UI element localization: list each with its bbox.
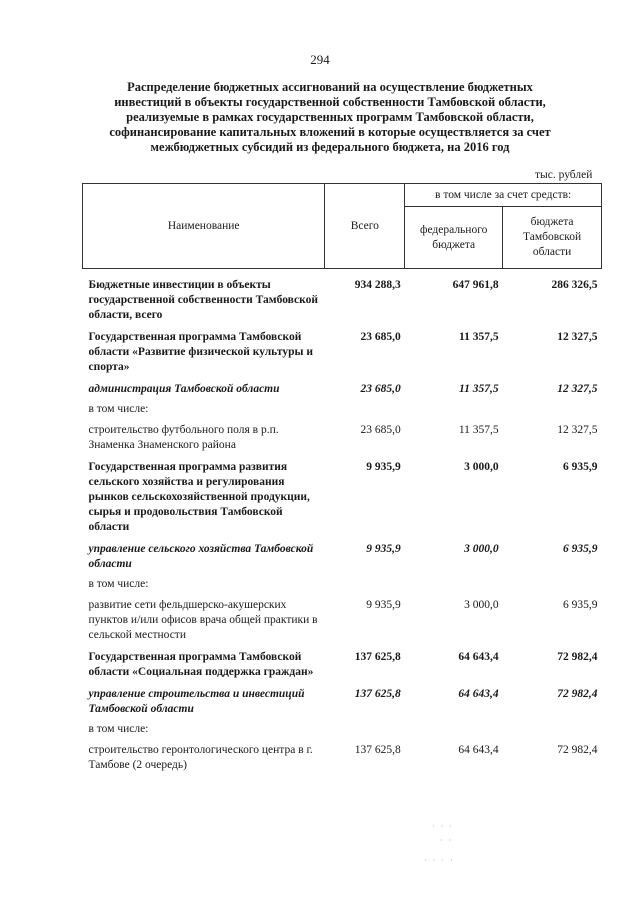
- title-line: софинансирование капитальных вложений в которые осуществляется за счет: [109, 125, 551, 139]
- scan-artifact: · · · ·: [424, 856, 455, 865]
- row-federal: 3 000,0: [464, 543, 499, 555]
- row-regional: 72 982,4: [557, 688, 598, 700]
- row-total: 23 685,0: [360, 424, 401, 436]
- row-label: в том числе:: [88, 578, 149, 590]
- budget-table: [82, 183, 602, 777]
- header-name: Наименование: [83, 184, 325, 269]
- row-name: строительство футбольного поля в р.п. Знаменка Знаменского района: [88, 424, 279, 451]
- table-row: [83, 401, 602, 420]
- row-regional: 6 935,9: [563, 461, 598, 473]
- row-name: управление сельского хозяйства Тамбовской области: [88, 543, 314, 570]
- row-federal: 11 357,5: [459, 383, 499, 395]
- row-regional: 72 982,4: [557, 651, 598, 663]
- row-name: Государственная программа Тамбовской области «Развитие физической культуры и спорта»: [88, 331, 313, 373]
- header-federal: федерального бюджета: [405, 207, 503, 269]
- row-regional: 12 327,5: [557, 424, 598, 436]
- row-regional: 286 326,5: [551, 279, 598, 291]
- units-label: тыс. рублей: [535, 169, 593, 181]
- row-federal: 64 643,4: [458, 744, 499, 756]
- row-label: в том числе:: [88, 723, 149, 735]
- row-federal: 3 000,0: [464, 461, 499, 473]
- row-total: 9 935,9: [366, 543, 401, 555]
- table-row: [83, 740, 602, 777]
- title-line: инвестиций в объекты государственной собственности Тамбовской области,: [114, 95, 546, 109]
- row-federal: 64 643,4: [458, 651, 499, 663]
- row-federal: 647 961,8: [452, 279, 499, 291]
- table-row: [83, 576, 602, 595]
- row-name: Государственная программа развития сельского хозяйства и регулирования рынков сельскохозяйственной продукции, сырья и продовольствия Тамбовской области: [88, 461, 310, 533]
- page-number: 294: [310, 52, 330, 67]
- table-row: [83, 647, 602, 684]
- row-regional: 6 935,9: [563, 599, 598, 611]
- row-total: 934 288,3: [354, 279, 401, 291]
- row-regional: 72 982,4: [557, 744, 598, 756]
- row-regional: 12 327,5: [557, 331, 598, 343]
- header-including: в том числе за счет средств:: [405, 184, 602, 207]
- table-row: [83, 420, 602, 457]
- row-federal: 11 357,5: [458, 424, 499, 436]
- row-total: 137 625,8: [354, 744, 401, 756]
- row-name: управление строительства и инвестиций Тамбовской области: [88, 688, 305, 715]
- table-row: [83, 379, 602, 401]
- row-regional: 12 327,5: [557, 383, 598, 395]
- scan-artifact: · · ·: [432, 822, 454, 831]
- header-total: Всего: [325, 184, 405, 269]
- row-total: 9 935,9: [366, 461, 401, 473]
- row-total: 137 625,8: [354, 688, 401, 700]
- scan-artifact: · ·: [440, 836, 454, 845]
- table-row: [83, 269, 602, 328]
- table-row: [83, 539, 602, 576]
- row-label: в том числе:: [88, 403, 149, 415]
- title-line: межбюджетных субсидий из федерального бюджета, на 2016 год: [150, 140, 510, 154]
- title-line: Распределение бюджетных ассигнований на осуществление бюджетных: [127, 80, 533, 94]
- header-regional: бюджета Тамбовской области: [503, 207, 602, 269]
- row-name: администрация Тамбовской области: [88, 383, 280, 395]
- title-line: реализуемые в рамках государственных программ Тамбовской области,: [126, 110, 534, 124]
- row-regional: 6 935,9: [563, 543, 598, 555]
- table-row: [83, 595, 602, 647]
- table-row: [83, 721, 602, 740]
- row-name: развитие сети фельдшерско-акушерских пунктов и/или офисов врача общей практики в сельской местности: [88, 599, 318, 641]
- row-federal: 3 000,0: [464, 599, 499, 611]
- row-total: 23 685,0: [360, 383, 401, 395]
- row-total: 137 625,8: [354, 651, 401, 663]
- row-federal: 64 643,4: [458, 688, 499, 700]
- row-total: 23 685,0: [360, 331, 401, 343]
- row-total: 9 935,9: [366, 599, 401, 611]
- table-row: [83, 457, 602, 539]
- table-row: [83, 327, 602, 379]
- table-row: [83, 684, 602, 721]
- row-name: строительство геронтологического центра в г. Тамбове (2 очередь): [88, 744, 313, 771]
- row-name: Бюджетные инвестиции в объекты государственной собственности Тамбовской области, всего: [88, 279, 318, 321]
- document-title: [60, 80, 600, 155]
- row-federal: 11 357,5: [459, 331, 499, 343]
- row-name: Государственная программа Тамбовской области «Социальная поддержка граждан»: [88, 651, 314, 678]
